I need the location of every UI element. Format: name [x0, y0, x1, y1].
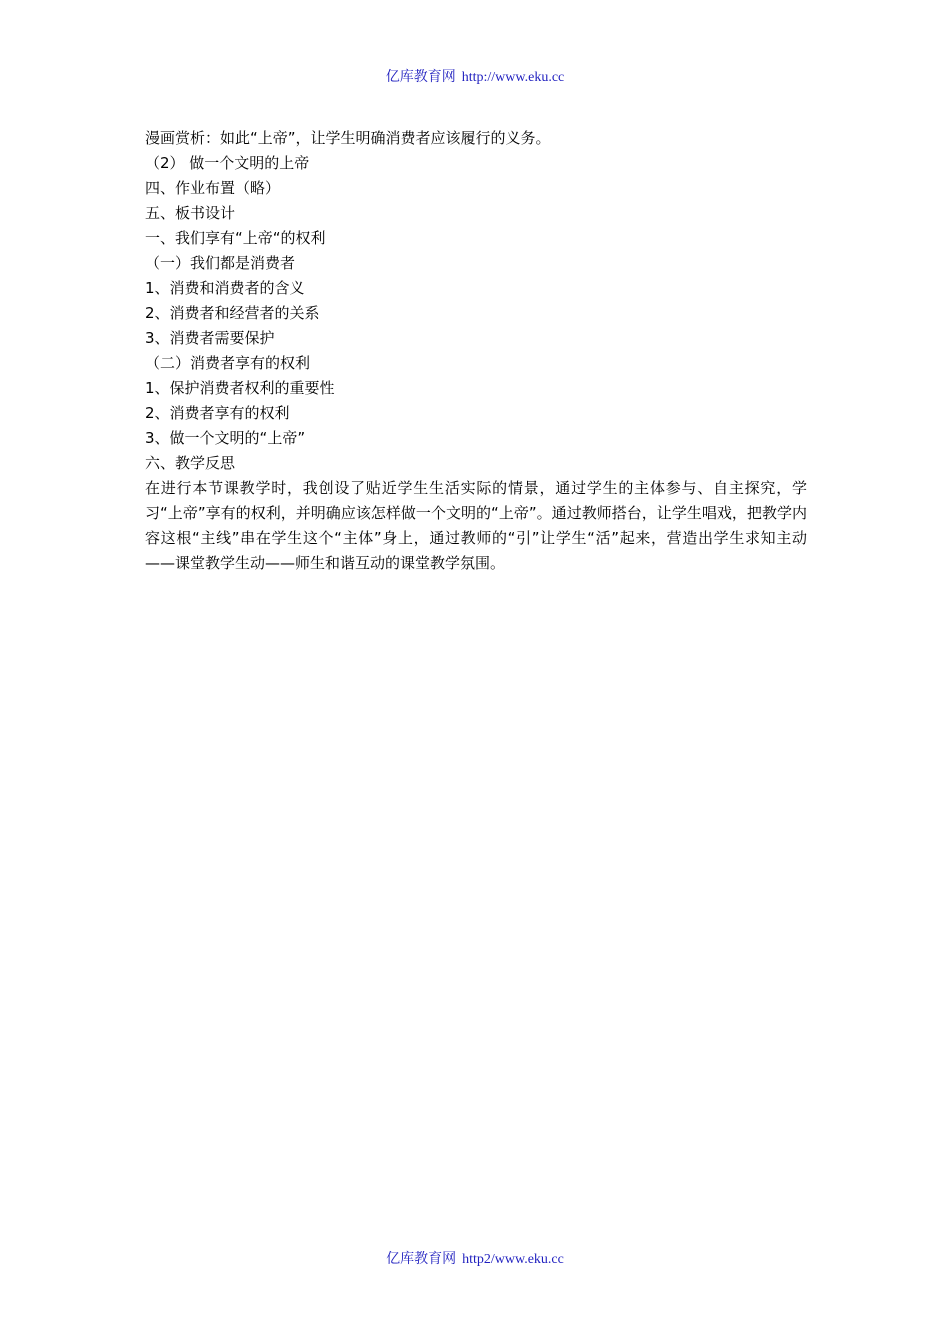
reflection-paragraph: 在进行本节课教学时，我创设了贴近学生生活实际的情景，通过学生的主体参与、自主探究，学习“上帝”享有的权利，并明确应该怎样做一个文明的“上帝”。通过教师搭台，让学生唱戏，把教学内容这根“主线”串在学生这个“主体”身上，通过教师的“引”让学生“活”起来，营造出学生求知主动——课堂教学生动——师生和谐互动的课堂教学氛围。 [145, 479, 807, 572]
board-item-1-1-3: 3、消费者需要保护 [145, 329, 275, 347]
board-item-1-1-2: 2、消费者和经营者的关系 [145, 304, 320, 322]
board-item-1-2-1: 1、保护消费者权利的重要性 [145, 379, 335, 397]
header-site-name: 亿库教育网 [385, 69, 456, 85]
footer-site-name: 亿库教育网 [386, 1251, 457, 1267]
board-item-1-2: （二）消费者享有的权利 [145, 354, 311, 372]
board-item-1-2-3: 3、做一个文明的“上帝” [145, 429, 306, 447]
civilized-god-line: （2） 做一个文明的上帝 [145, 154, 310, 172]
board-item-1: 一、我们享有“上帝“的权利 [145, 229, 326, 247]
page-footer [0, 1248, 950, 1268]
header-url[interactable]: http://www.eku.cc [461, 70, 565, 85]
document-body [145, 126, 807, 576]
board-design-heading: 五、板书设计 [145, 204, 236, 222]
homework-heading: 四、作业布置（略） [145, 179, 281, 197]
footer-url[interactable]: http2/www.eku.cc [462, 1252, 564, 1267]
board-item-1-1-1: 1、消费和消费者的含义 [145, 279, 305, 297]
comic-analysis-line: 漫画赏析：如此“上帝”，让学生明确消费者应该履行的义务。 [145, 129, 551, 147]
board-item-1-1: （一）我们都是消费者 [145, 254, 296, 272]
reflection-heading: 六、教学反思 [145, 454, 236, 472]
page-header [0, 66, 950, 86]
board-item-1-2-2: 2、消费者享有的权利 [145, 404, 290, 422]
